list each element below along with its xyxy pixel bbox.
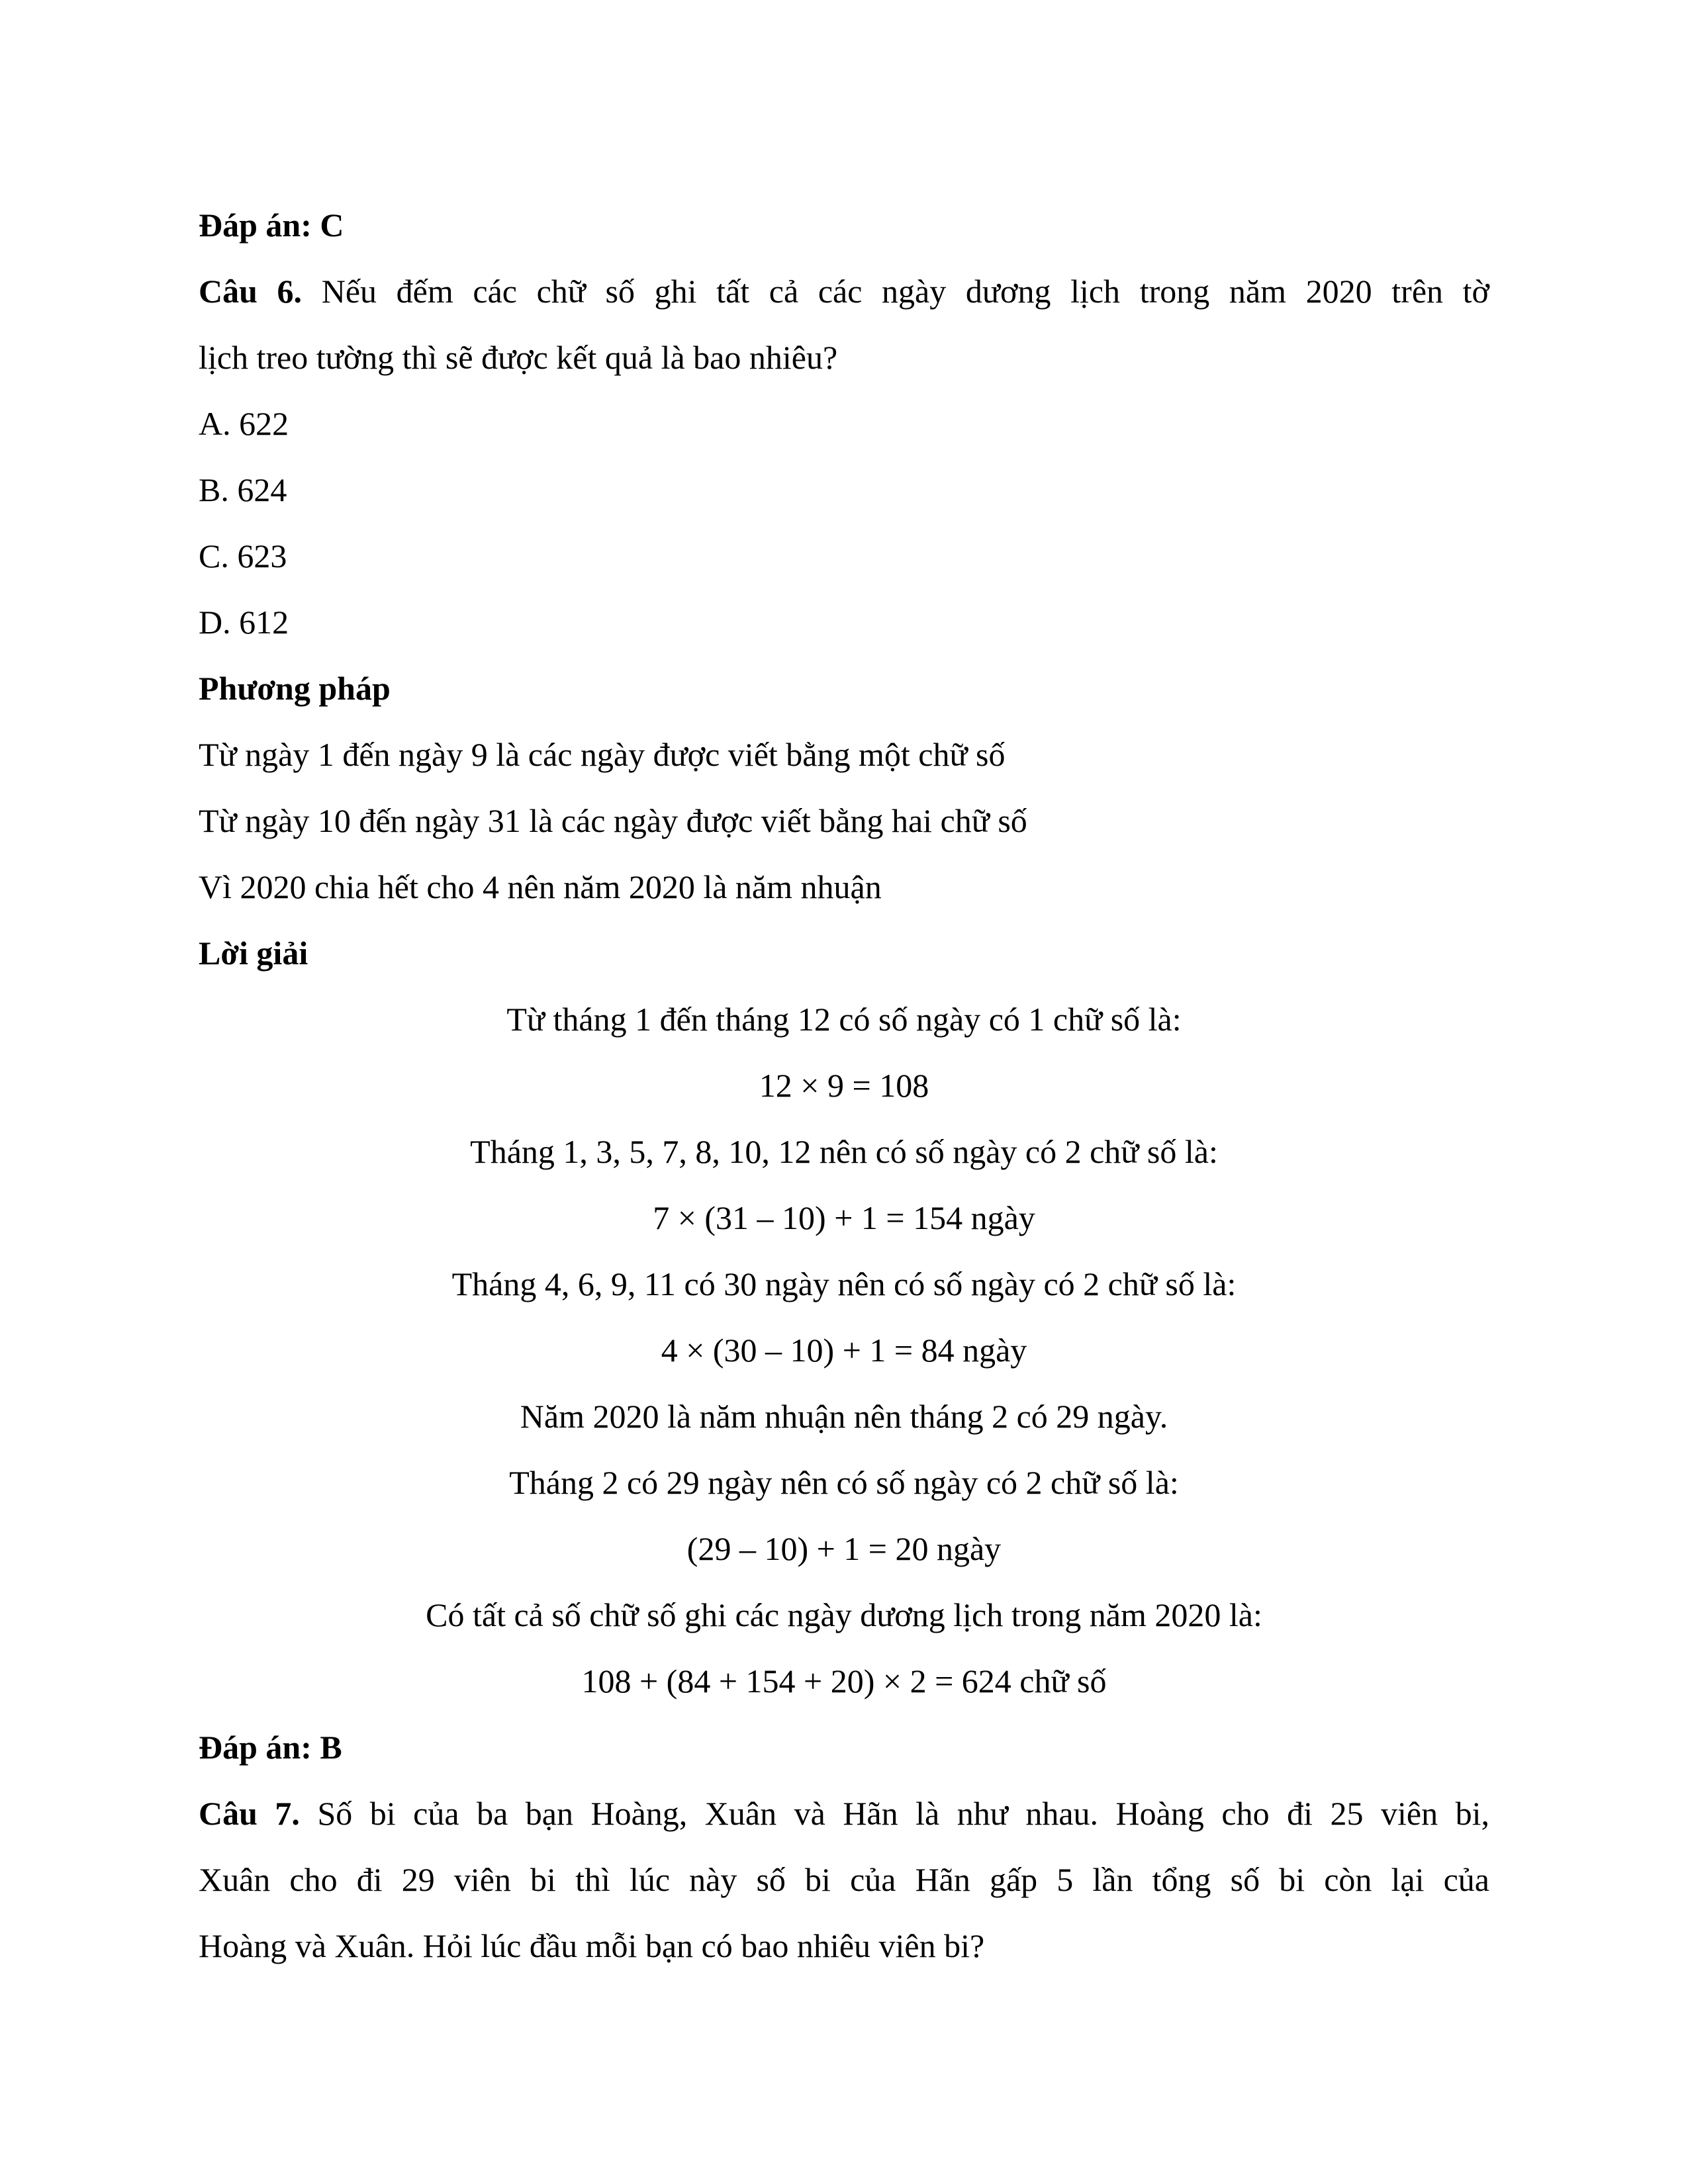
option-c: C. 623 [199,537,287,574]
solution-line: 108 + (84 + 154 + 20) × 2 = 624 chữ số [581,1662,1107,1700]
prev-answer: Đáp án: C [199,206,344,244]
question-7-label: Câu 7. [199,1795,300,1832]
document-page [199,192,1489,1979]
solution-line: Tháng 1, 3, 5, 7, 8, 10, 12 nên có số ngày có 2 chữ số là: [470,1133,1218,1170]
method-line: Từ ngày 1 đến ngày 9 là các ngày được viết bằng một chữ số [199,736,1006,773]
method-heading: Phương pháp [199,670,391,707]
solution-line: Có tất cả số chữ số ghi các ngày dương lịch trong năm 2020 là: [426,1596,1262,1633]
solution-line: 12 × 9 = 108 [759,1067,929,1104]
question-6-text-1: Nếu đếm các chữ số ghi tất cả các ngày dương lịch trong năm 2020 trên tờ [302,273,1489,310]
question-6-label: Câu 6. [199,273,303,310]
method-line: Vì 2020 chia hết cho 4 nên năm 2020 là năm nhuận [199,868,882,905]
solution-line: Tháng 2 có 29 ngày nên có số ngày có 2 chữ số là: [509,1464,1179,1501]
solution-line: Năm 2020 là năm nhuận nên tháng 2 có 29 ngày. [520,1398,1168,1435]
option-d: D. 612 [199,604,289,641]
question-7-line-2: Xuân cho đi 29 viên bi thì lúc này số bi của Hãn gấp 5 lần tổng số bi còn lại của [199,1861,1489,1898]
solution-line: Từ tháng 1 đến tháng 12 có số ngày có 1 chữ số là: [506,1001,1182,1038]
solution-line: (29 – 10) + 1 = 20 ngày [686,1530,1002,1567]
question-6-line-1 [199,258,1489,324]
solution-line: 4 × (30 – 10) + 1 = 84 ngày [661,1332,1027,1369]
question-6-answer: Đáp án: B [199,1729,342,1766]
question-7-line-3: Hoàng và Xuân. Hỏi lúc đầu mỗi bạn có bao nhiêu viên bi? [199,1927,985,1964]
solution-line: 7 × (31 – 10) + 1 = 154 ngày [653,1199,1035,1236]
question-6-line-2: lịch treo tường thì sẽ được kết quả là bao nhiêu? [199,339,838,376]
solution-line: Tháng 4, 6, 9, 11 có 30 ngày nên có số ngày có 2 chữ số là: [451,1265,1237,1302]
question-7-line-1 [199,1780,1489,1846]
option-b: B. 624 [199,471,287,508]
option-a: A. 622 [199,405,289,442]
question-7-text-1: Số bi của ba bạn Hoàng, Xuân và Hãn là như nhau. Hoàng cho đi 25 viên bi, [299,1795,1489,1832]
method-line: Từ ngày 10 đến ngày 31 là các ngày được viết bằng hai chữ số [199,802,1027,839]
solution-heading: Lời giải [199,934,308,972]
